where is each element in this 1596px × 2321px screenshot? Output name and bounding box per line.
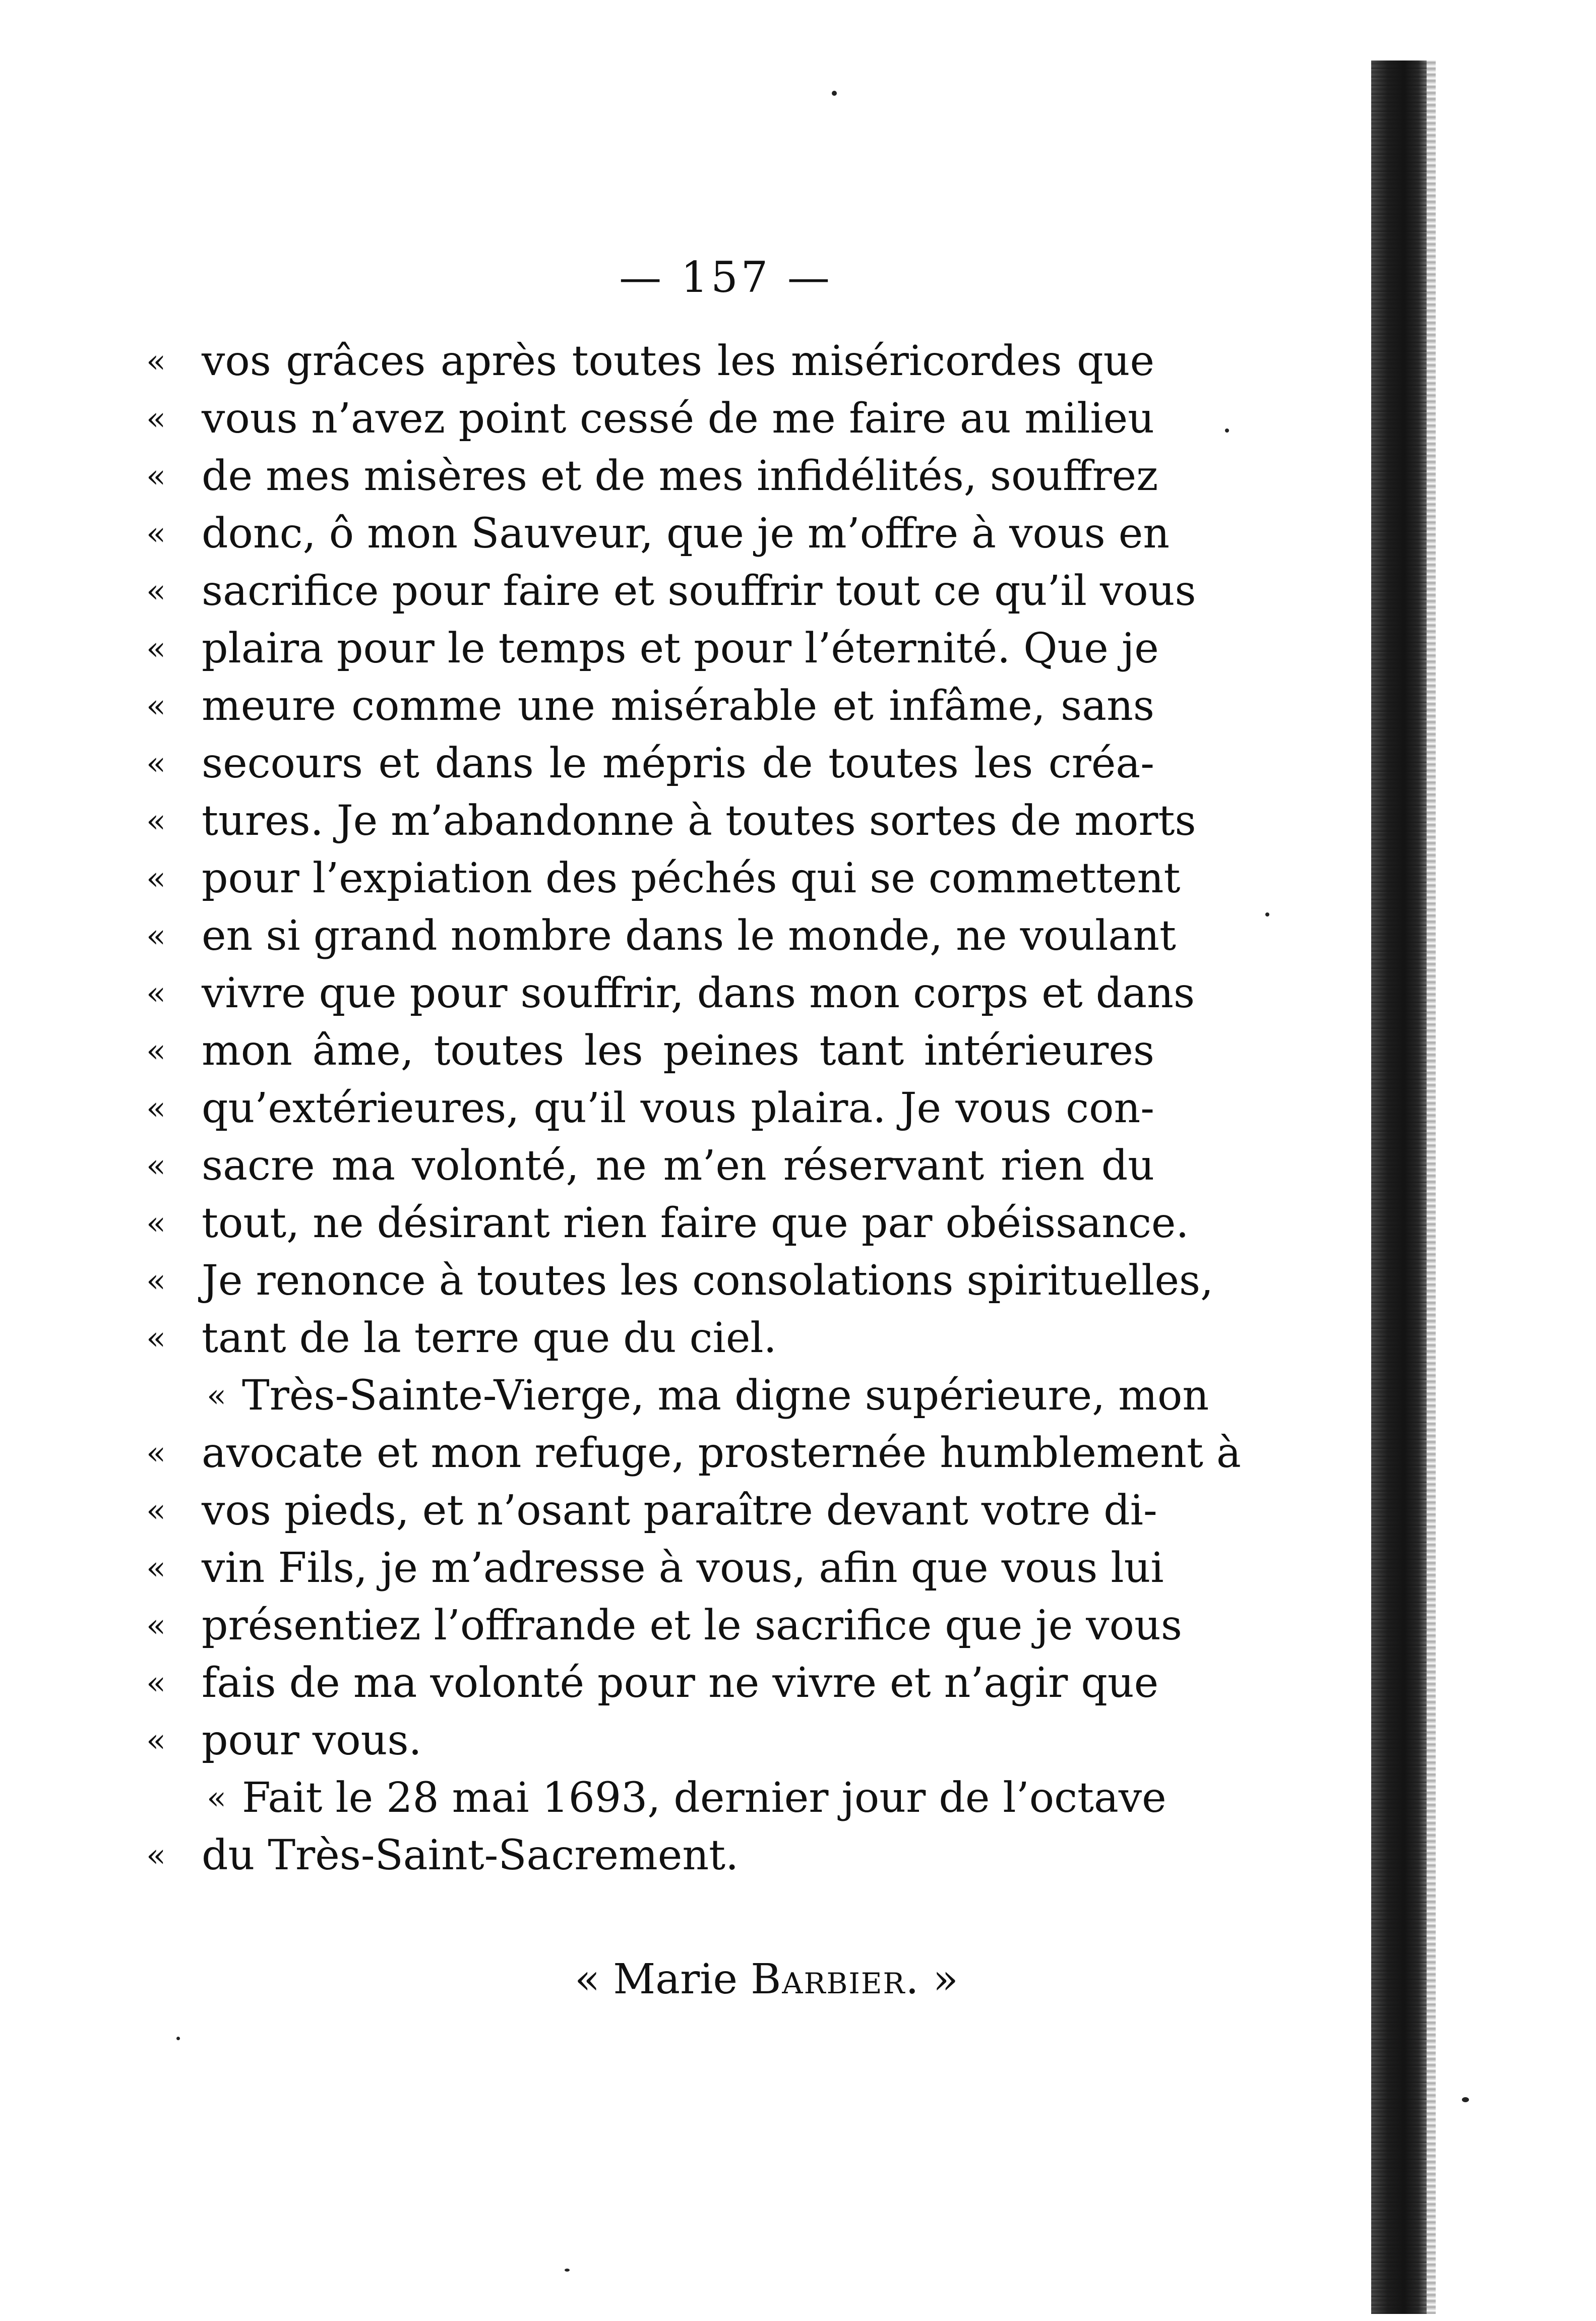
guillemet: « bbox=[146, 803, 166, 840]
text-line bbox=[146, 448, 1158, 505]
text-line bbox=[146, 1540, 1164, 1597]
line-text: meure comme une misérable et infâme, sans bbox=[202, 682, 1154, 730]
guillemet: « bbox=[146, 745, 166, 782]
text-line bbox=[146, 1080, 1154, 1137]
text-line bbox=[146, 563, 1196, 620]
line-text: vivre que pour souffrir, dans mon corps et dans bbox=[202, 969, 1195, 1017]
scan-speck bbox=[1462, 2097, 1469, 2102]
line-text: présentiez l’offrande et le sacrifice que je vous bbox=[202, 1602, 1182, 1650]
binding-shadow bbox=[1371, 60, 1427, 2314]
guillemet: « bbox=[146, 1607, 166, 1644]
guillemet: « bbox=[146, 1550, 166, 1587]
guillemet: « bbox=[146, 975, 166, 1012]
guillemet: « bbox=[146, 1837, 166, 1874]
text-line bbox=[146, 735, 1154, 792]
line-text: tures. Je m’abandonne à toutes sortes de morts bbox=[202, 797, 1196, 845]
text-line bbox=[146, 907, 1176, 965]
text-line bbox=[146, 792, 1196, 850]
line-text: mon âme, toutes les peines tant intérieures bbox=[202, 1027, 1154, 1075]
text-line bbox=[146, 1195, 1189, 1252]
guillemet: « bbox=[146, 1722, 166, 1759]
text-line bbox=[146, 1252, 1214, 1310]
line-text: plaira pour le temps et pour l’éternité. Que je bbox=[202, 625, 1159, 673]
text-line bbox=[146, 850, 1181, 907]
signature-last-name: Barbier. bbox=[751, 1956, 920, 2003]
scan-speck bbox=[176, 2037, 180, 2040]
line-text: tant de la terre que du ciel. bbox=[202, 1314, 777, 1362]
signature-close-quote: » bbox=[933, 1956, 958, 2003]
guillemet: « bbox=[146, 515, 166, 553]
text-line bbox=[146, 1367, 1209, 1425]
guillemet: « bbox=[146, 573, 166, 610]
guillemet: « bbox=[146, 1492, 166, 1530]
line-text: vos pieds, et n’osant paraître devant votre di- bbox=[202, 1487, 1157, 1535]
line-text: qu’extérieures, qu’il vous plaira. Je vous con- bbox=[202, 1084, 1154, 1132]
line-text: donc, ô mon Sauveur, que je m’offre à vous en bbox=[202, 510, 1170, 558]
text-line bbox=[146, 1597, 1182, 1655]
text-line bbox=[146, 390, 1154, 448]
text-line bbox=[146, 965, 1195, 1022]
guillemet: « bbox=[207, 1377, 227, 1415]
text-line bbox=[146, 620, 1159, 678]
line-text: vin Fils, je m’adresse à vous, afin que vous lui bbox=[202, 1544, 1164, 1592]
text-line bbox=[146, 1482, 1157, 1540]
line-text: secours et dans le mépris de toutes les créa- bbox=[202, 740, 1154, 787]
text-line bbox=[146, 1712, 1154, 1769]
line-text: avocate et mon refuge, prosternée humblement à bbox=[202, 1429, 1241, 1477]
guillemet: « bbox=[146, 343, 166, 380]
guillemet: « bbox=[146, 918, 166, 955]
line-text: Fait le 28 mai 1693, dernier jour de l’octave bbox=[242, 1774, 1167, 1822]
line-text: vos grâces après toutes les miséricordes que bbox=[202, 337, 1154, 385]
text-line bbox=[146, 1769, 1167, 1827]
guillemet: « bbox=[146, 860, 166, 897]
scan-speck bbox=[1265, 912, 1269, 917]
scan-speck bbox=[565, 2269, 570, 2272]
text-line bbox=[146, 1655, 1159, 1712]
guillemet: « bbox=[146, 688, 166, 725]
guillemet: « bbox=[146, 1090, 166, 1127]
page-number: — 157 — bbox=[619, 253, 833, 302]
line-text: vous n’avez point cessé de me faire au milieu bbox=[202, 395, 1154, 443]
line-text: Je renonce à toutes les consolations spirituelles, bbox=[202, 1257, 1214, 1305]
signature bbox=[575, 1951, 958, 2008]
text-line bbox=[146, 1827, 1154, 1884]
scan-speck bbox=[1225, 429, 1229, 433]
line-text: sacrifice pour faire et souffrir tout ce qu’il vous bbox=[202, 567, 1196, 615]
guillemet: « bbox=[146, 1032, 166, 1070]
guillemet: « bbox=[146, 400, 166, 438]
guillemet: « bbox=[146, 630, 166, 667]
guillemet: « bbox=[146, 1320, 166, 1357]
guillemet: « bbox=[146, 1205, 166, 1242]
guillemet: « bbox=[146, 458, 166, 495]
guillemet: « bbox=[146, 1435, 166, 1472]
guillemet: « bbox=[146, 1147, 166, 1185]
guillemet: « bbox=[207, 1780, 227, 1817]
guillemet: « bbox=[146, 1262, 166, 1300]
text-line bbox=[146, 1137, 1154, 1195]
text-line bbox=[146, 1425, 1241, 1482]
body-text bbox=[146, 333, 1241, 1884]
signature-open-quote: « bbox=[575, 1956, 600, 2003]
text-line bbox=[146, 1310, 1154, 1367]
signature-first-name: Marie bbox=[613, 1956, 738, 2003]
text-line bbox=[146, 505, 1170, 563]
line-text: Très-Sainte-Vierge, ma digne supérieure, mon bbox=[242, 1372, 1209, 1420]
text-line bbox=[146, 678, 1154, 735]
line-text: en si grand nombre dans le monde, ne voulant bbox=[202, 912, 1176, 960]
guillemet: « bbox=[146, 1665, 166, 1702]
line-text: tout, ne désirant rien faire que par obéissance. bbox=[202, 1199, 1189, 1247]
text-line bbox=[146, 333, 1154, 390]
binding-edge bbox=[1427, 60, 1436, 2314]
line-text: du Très-Saint-Sacrement. bbox=[202, 1831, 739, 1879]
scan-speck bbox=[832, 91, 837, 96]
line-text: fais de ma volonté pour ne vivre et n’agir que bbox=[202, 1659, 1159, 1707]
line-text: de mes misères et de mes infidélités, souffrez bbox=[202, 452, 1158, 500]
line-text: sacre ma volonté, ne m’en réservant rien du bbox=[202, 1142, 1154, 1190]
line-text: pour l’expiation des péchés qui se commettent bbox=[202, 854, 1181, 902]
line-text: pour vous. bbox=[202, 1717, 422, 1764]
text-line bbox=[146, 1022, 1154, 1080]
